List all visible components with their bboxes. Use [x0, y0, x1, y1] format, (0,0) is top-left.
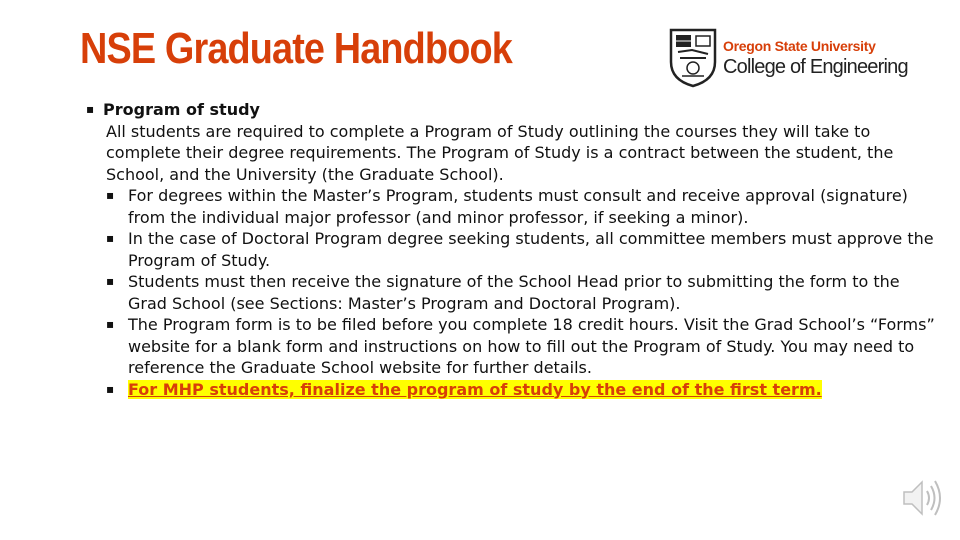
highlighted-note: For MHP students, finalize the program of study by the end of the first term. — [128, 379, 822, 399]
bullet-text: In the case of Doctoral Program degree seeking students, all committee members must approve the Program of Study. — [128, 229, 934, 270]
square-bullet-icon: ▪ — [106, 274, 115, 288]
intro-paragraph: All students are required to complete a Program of Study outlining the courses they will take to complete their degree requirements. The Program of Study is a contract between the student, the School, and the University (the Graduate School). — [106, 121, 894, 184]
list-item — [106, 185, 936, 228]
slide-body — [86, 99, 936, 400]
bullet-text: The Program form is to be filed before you complete 18 credit hours. Visit the Grad School’s “Forms” website for a blank form and instructions on how to fill out the Program of Study. You may need to reference the Graduate School website for further details. — [128, 315, 935, 377]
logo-college-name: College of Engineering — [723, 56, 908, 78]
list-item — [106, 379, 936, 401]
square-bullet-icon: ▪ — [106, 317, 115, 331]
logo-university-name: Oregon State University — [723, 38, 876, 54]
square-bullet-icon: ▪ — [106, 381, 115, 396]
list-item — [106, 228, 936, 271]
list-item — [106, 271, 936, 314]
speaker-icon[interactable] — [900, 476, 942, 520]
list-item — [106, 314, 936, 379]
page-title: NSE Graduate Handbook — [80, 24, 512, 73]
osu-seal-icon — [668, 26, 718, 88]
osu-logo — [668, 26, 908, 92]
bullet-text: For degrees within the Master’s Program, students must consult and receive approval (signature) from the individual major professor (and minor professor, if seeking a minor). — [128, 186, 908, 227]
square-bullet-icon: ▪ — [86, 102, 95, 116]
square-bullet-icon: ▪ — [106, 188, 115, 202]
bullet-text: Students must then receive the signature of the School Head prior to submitting the form to the Grad School (see Sections: Master’s Program and Doctoral Program). — [128, 272, 900, 313]
section-heading: Program of study — [103, 100, 260, 119]
list-item — [86, 99, 936, 121]
square-bullet-icon: ▪ — [106, 231, 115, 245]
